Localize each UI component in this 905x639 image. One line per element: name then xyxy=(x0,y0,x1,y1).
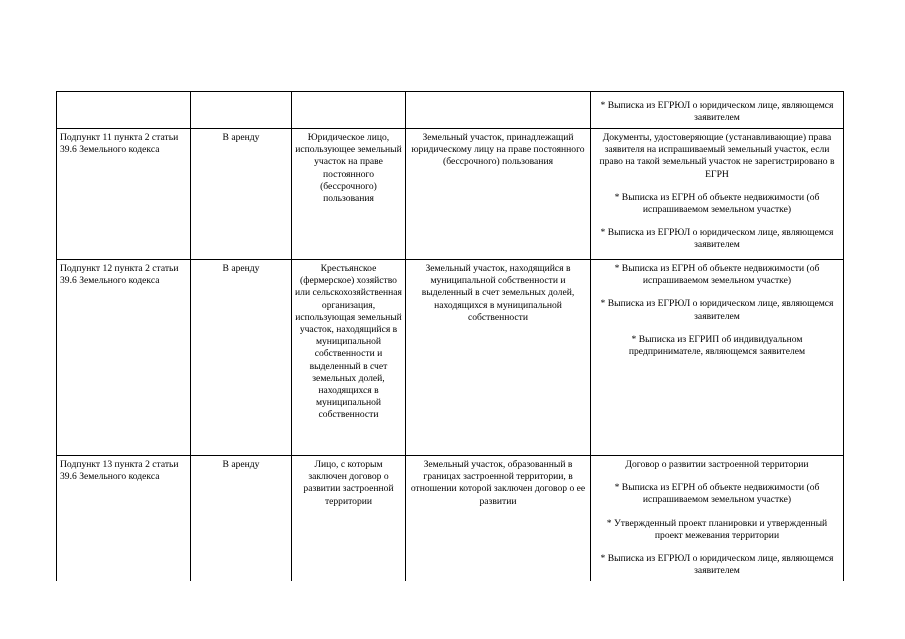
provision-form-cell: В аренду xyxy=(191,260,292,456)
document-item: * Выписка из ЕГРН об объекте недвижимости (об испрашиваемом земельном участке) xyxy=(614,191,820,216)
land-plot-cell: Земельный участок, принадлежащий юридическому лицу на праве постоянного (бессрочного) пользования xyxy=(406,129,591,260)
document-item: * Выписка из ЕГРЮЛ о юридическом лице, являющемся заявителем xyxy=(600,298,834,322)
required-documents-cell xyxy=(591,129,844,260)
land-plot-cell: Земельный участок, образованный в границах застроенной территории, в отношении которой заключен договор о ее развитии xyxy=(406,456,591,582)
document-item: Документы, удостоверяющие (устанавливающие) права заявителя на испрашиваемый земельный участок, если право на такой земельный участок не зарегистрировано в ЕГРН xyxy=(599,132,835,180)
document-item: * Выписка из ЕГРИП об индивидуальном предпринимателе, являющемся заявителем xyxy=(628,333,806,358)
table-body xyxy=(57,92,844,582)
document-item: * Выписка из ЕГРЮЛ о юридическом лице, являющемся заявителем xyxy=(600,99,834,123)
required-documents-cell xyxy=(591,456,844,582)
document-item: * Выписка из ЕГРЮЛ о юридическом лице, являющемся заявителем xyxy=(600,553,834,577)
provision-form-cell xyxy=(191,92,292,129)
land-plot-cell xyxy=(406,92,591,129)
required-documents-cell xyxy=(591,92,844,129)
document-item: * Утвержденный проект планировки и утвержденный проект межевания территории xyxy=(606,517,828,541)
table-row xyxy=(57,260,844,456)
applicant-cell: Лицо, с которым заключен договор о развитии застроенной территории xyxy=(292,456,406,582)
legal-basis-cell xyxy=(57,92,191,129)
applicant-cell xyxy=(292,92,406,129)
land-plot-cell: Земельный участок, находящийся в муниципальной собственности и выделенный в счет земельных долей, находящихся в муниципальной собственности xyxy=(406,260,591,456)
document-item: * Выписка из ЕГРН об объекте недвижимости (об испрашиваемом земельном участке) xyxy=(614,263,820,287)
provision-form-cell: В аренду xyxy=(191,129,292,260)
table-row xyxy=(57,456,844,582)
legal-basis-cell: Подпункт 11 пункта 2 статьи 39.6 Земельного кодекса xyxy=(57,129,191,260)
document-item: * Выписка из ЕГРЮЛ о юридическом лице, являющемся заявителем xyxy=(600,227,834,251)
legal-basis-cell: Подпункт 13 пункта 2 статьи 39.6 Земельного кодекса xyxy=(57,456,191,582)
document-item: * Выписка из ЕГРН об объекте недвижимости (об испрашиваемом земельном участке) xyxy=(614,482,820,506)
applicant-cell: Юридическое лицо, использующее земельный участок на праве постоянного (бессрочного) пользования xyxy=(292,129,406,260)
provision-form-cell: В аренду xyxy=(191,456,292,582)
applicant-cell: Крестьянское (фермерское) хозяйство или сельскохозяйственная организация, использующая земельный участок, находящийся в муниципальной собственности и выделенный в счет земельных долей, находящихся в муниципальной собственности xyxy=(292,260,406,456)
table-row xyxy=(57,129,844,260)
document-item: Договор о развитии застроенной территории xyxy=(625,459,809,470)
required-documents-cell xyxy=(591,260,844,456)
legal-basis-cell: Подпункт 12 пункта 2 статьи 39.6 Земельного кодекса xyxy=(57,260,191,456)
table-row xyxy=(57,92,844,129)
land-provision-table xyxy=(56,91,844,581)
